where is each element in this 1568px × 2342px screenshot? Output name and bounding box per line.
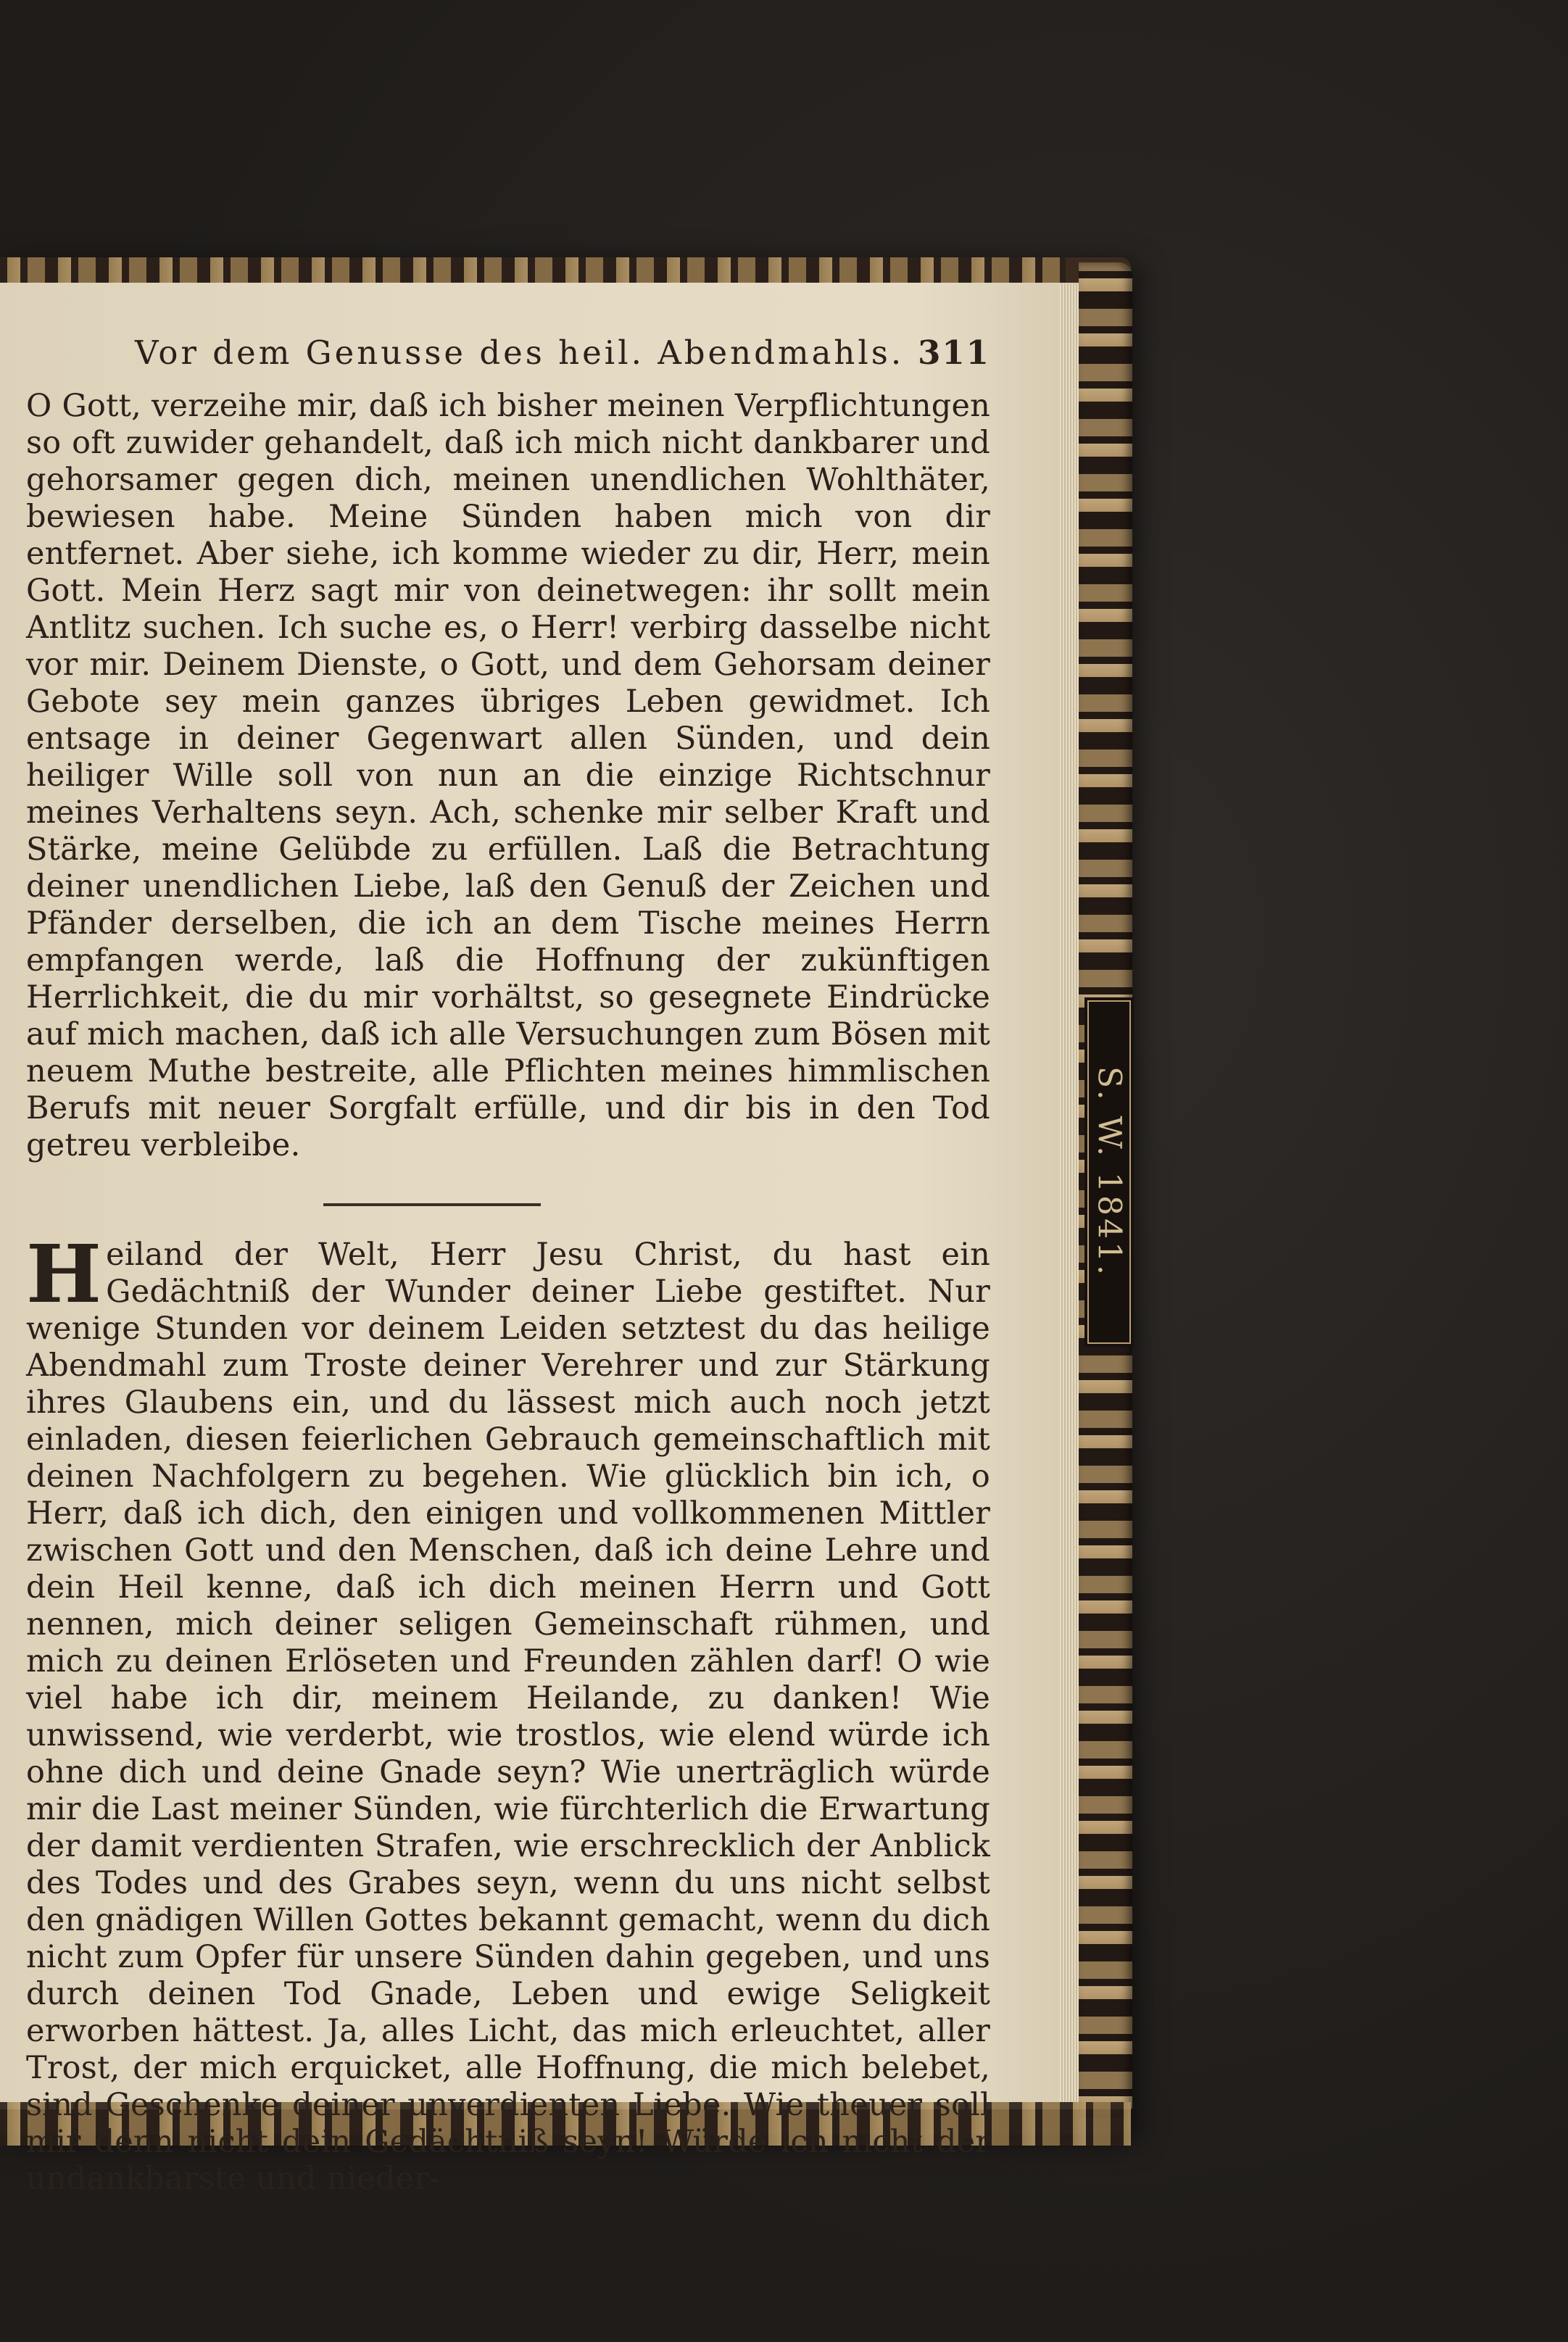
spine-label: [1087, 1000, 1131, 1344]
prayer-paragraph-2-text: eiland der Welt, Herr Jesu Christ, du hast ein Gedächtniß der Wunder deiner Liebe gestiftet. Nur wenige Stunden vor deinem Leiden setztest du das heilige Abendmahl zum Troste deiner Verehrer und zur Stärkung ihres Glaubens ein, und du lässest mich auch noch jetzt einladen, diesen feierlichen Gebrauch gemeinschaftlich mit deinen Nachfolgern zu begehen. Wie glücklich bin ich, o Herr, daß ich dich, den einigen und vollkommenen Mittler zwischen Gott und den Menschen, daß ich deine Lehre und dein Heil kenne, daß ich dich meinen Herrn und Gott nennen, mich deiner seligen Gemeinschaft rühmen, und mich zu deinen Erlöseten und Freunden zählen darf! O wie viel habe ich dir, meinem Heilande, zu danken! Wie unwissend, wie verderbt, wie trostlos, wie elend würde ich ohne dich und deine Gnade seyn? Wie unerträglich würde mir die Last meiner Sünden, wie fürchterlich die Erwartung der damit verdienten Strafen, wie erschrecklich der Anblick des Todes und des Grabes seyn, wenn du uns nicht selbst den gnädigen Willen Gottes bekannt gemacht, wenn du dich nicht zum Opfer für unsere Sünden dahin gegeben, und uns durch deinen Tod Gnade, Leben und ewige Seligkeit erworben hättest. Ja, alles Licht, das mich erleuchtet, aller Trost, der mich erquicket, alle Hoffnung, die mich belebet, sind Geschenke deiner unverdienten Liebe. Wie theuer soll mir denn nicht dein Gedächtniß seyn! Würde ich nicht der undankbarste und nieder-: [26, 1237, 990, 2197]
prayer-paragraph-1: O Gott, verzeihe mir, daß ich bisher meinen Verpflichtungen so oft zuwider gehandelt, daß ich mich nicht dankbarer und gehorsamer gegen dich, meinen unendlichen Wohlthäter, bewiesen habe. Meine Sünden haben mich von dir entfernet. Aber siehe, ich komme wieder zu dir, Herr, mein Gott. Mein Herz sagt mir von deinetwegen: ihr sollt mein Antlitz suchen. Ich suche es, o Herr! verbirg dasselbe nicht vor mir. Deinem Dienste, o Gott, und dem Gehorsam deiner Gebote sey mein ganzes übriges Leben gewidmet. Ich entsage in deiner Gegenwart allen Sünden, und dein heiliger Wille soll von nun an die einzige Richtschnur meines Verhaltens seyn. Ach, schenke mir selber Kraft und Stärke, meine Gelübde zu erfüllen. Laß die Betrachtung deiner unendlichen Liebe, laß den Genuß der Zeichen und Pfänder derselben, die ich an dem Tische meines Herrn empfangen werde, laß die Hoffnung der zukünftigen Herrlichkeit, die du mir vorhältst, so gesegnete Eindrücke auf mich machen, daß ich alle Versuchungen zum Bösen mit neuem Muthe bestreite, alle Pflichten meines himmlischen Berufs mit neuer Sorgfalt erfülle, und dir bis in den Tod getreu verbleibe.: [26, 388, 990, 1163]
spine-label-text: S. W. 1841.: [1090, 1066, 1128, 1279]
running-head: [135, 333, 990, 372]
page-content: [26, 333, 990, 2229]
running-head-title: Vor dem Genusse des heil. Abendmahls.: [135, 333, 905, 372]
page-edge: [1060, 284, 1080, 2105]
prayer-paragraph-2: [26, 1227, 990, 2198]
section-divider: [323, 1203, 541, 1206]
page-number: 311: [918, 333, 990, 372]
drop-cap: H: [26, 1227, 102, 1321]
